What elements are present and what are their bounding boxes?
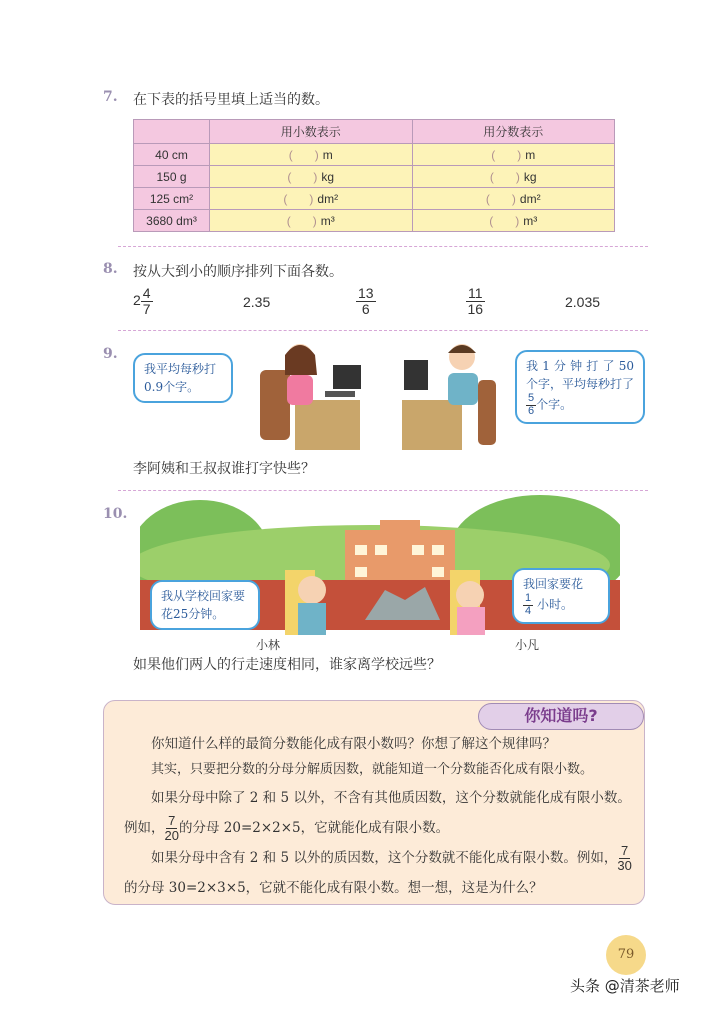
q9-question: 李阿姨和王叔叔谁打字快些？ [133, 461, 315, 477]
answer-cell[interactable] [210, 144, 413, 166]
numerator: 1 [525, 592, 532, 604]
header-fraction: 用分数表示 [412, 120, 615, 144]
did-you-know-badge: 你知道吗? [478, 703, 644, 730]
info-paragraph-2: 其实，只要把分数的分母分解质因数，就能知道一个分数能否化成有限小数。 [151, 762, 594, 777]
paren: ) [515, 169, 520, 184]
mixed-number [133, 286, 153, 316]
q10-number: 10. [103, 506, 128, 522]
q7-number: 7. [103, 89, 118, 105]
label-xiaofan: 小凡 [515, 638, 540, 652]
divider [118, 330, 648, 331]
answer-cell[interactable] [412, 144, 615, 166]
page-number: 79 [606, 935, 646, 975]
paren: ) [312, 213, 317, 228]
denominator: 7 [142, 300, 151, 317]
numerator: 5 [528, 392, 535, 404]
watermark: 头条 @清茶老师 [570, 977, 680, 995]
denominator: 20 [164, 828, 179, 843]
paren: ( [491, 147, 496, 162]
q7-text: 在下表的括号里填上适当的数。 [133, 92, 329, 108]
denominator: 6 [528, 404, 535, 417]
q10-question: 如果他们两人的行走速度相同，谁家离学校远些？ [133, 657, 441, 673]
speech-bubble-aunt: 我平均每秒打0.9个字。 [133, 353, 233, 403]
paren: ) [309, 191, 314, 206]
header-decimal: 用小数表示 [210, 120, 413, 144]
info-paragraph-1: 你知道什么样的最简分数能化成有限小数吗？你想了解这个规律吗？ [151, 736, 556, 752]
unit: kg [523, 169, 537, 184]
paren: ) [511, 191, 516, 206]
row-label: 40 cm [134, 144, 210, 166]
answer-cell[interactable] [412, 166, 615, 188]
numerator: 4 [142, 285, 151, 301]
info-paragraph-4 [124, 843, 639, 903]
denominator: 30 [617, 858, 632, 873]
unit: dm² [317, 191, 339, 206]
decimal-1: 2.35 [243, 294, 271, 310]
answer-cell[interactable] [412, 210, 615, 232]
unit: kg [321, 169, 335, 184]
did-you-know-box [103, 700, 645, 905]
speech-bubble-xiaofan [512, 568, 610, 624]
speech-bubble-uncle [515, 350, 645, 424]
divider [118, 246, 648, 247]
decimal-2: 2.035 [565, 294, 601, 310]
fraction-2 [466, 286, 485, 316]
q9-number: 9. [103, 346, 118, 362]
numerator: 7 [168, 813, 176, 829]
bubble-text: 个字。 [536, 397, 573, 412]
typing-woman-illustration [255, 335, 365, 455]
unit: m³ [320, 213, 335, 228]
unit: m³ [523, 213, 538, 228]
paren: ( [489, 213, 494, 228]
paren: ) [515, 213, 520, 228]
q8-text: 按从大到小的顺序排列下面各数。 [133, 264, 343, 280]
info-paragraph-3 [124, 783, 639, 843]
text: 的分母 20=2×2×5，它就能化成有限小数。 [178, 820, 450, 836]
paren: ( [283, 191, 288, 206]
bubble-text: 我回家要花 [523, 577, 584, 591]
unit: m [525, 147, 536, 162]
answer-cell[interactable] [210, 188, 413, 210]
row-label: 150 g [134, 166, 210, 188]
paren: ( [485, 191, 490, 206]
row-label: 125 cm² [134, 188, 210, 210]
paren: ( [489, 169, 494, 184]
conversion-table [133, 119, 615, 232]
typing-man-illustration [400, 335, 500, 455]
denominator: 4 [525, 604, 532, 617]
text: 如果分母中除了 2 和 5 以外，不含有其他质因数，这个分数就能化成有限小数。例如， [124, 790, 631, 836]
text: 的分母 30=2×3×5，它就不能化成有限小数。想一想，这是为什么？ [124, 880, 543, 896]
denominator: 16 [467, 300, 484, 317]
table-row [134, 188, 615, 210]
unit: dm² [519, 191, 541, 206]
paren: ( [288, 147, 293, 162]
whole: 2 [133, 291, 141, 308]
paren: ) [313, 169, 318, 184]
table-row [134, 210, 615, 232]
numerator: 13 [358, 285, 374, 301]
paren: ) [314, 147, 319, 162]
paren: ( [286, 213, 291, 228]
fraction-1 [356, 286, 376, 316]
row-label: 3680 dm³ [134, 210, 210, 232]
divider [118, 490, 648, 491]
numerator: 7 [620, 843, 629, 859]
speech-bubble-xiaolin: 我从学校回家要花25分钟。 [150, 580, 260, 630]
text: 如果分母中含有 2 和 5 以外的质因数，这个分数就不能化成有限小数。例如， [151, 850, 618, 866]
answer-cell[interactable] [210, 166, 413, 188]
bubble-text: 我 1 分 钟 打 了 50个字，平均每秒打了 [526, 359, 635, 391]
paren: ) [517, 147, 522, 162]
table-row [134, 144, 615, 166]
unit: m [322, 147, 333, 162]
answer-cell[interactable] [210, 210, 413, 232]
table-row [134, 166, 615, 188]
label-xiaolin: 小林 [256, 638, 281, 652]
answer-cell[interactable] [412, 188, 615, 210]
q8-number: 8. [103, 261, 118, 277]
bubble-text: 小时。 [536, 597, 573, 612]
denominator: 6 [361, 300, 370, 317]
paren: ( [287, 169, 292, 184]
numerator: 11 [468, 285, 483, 301]
